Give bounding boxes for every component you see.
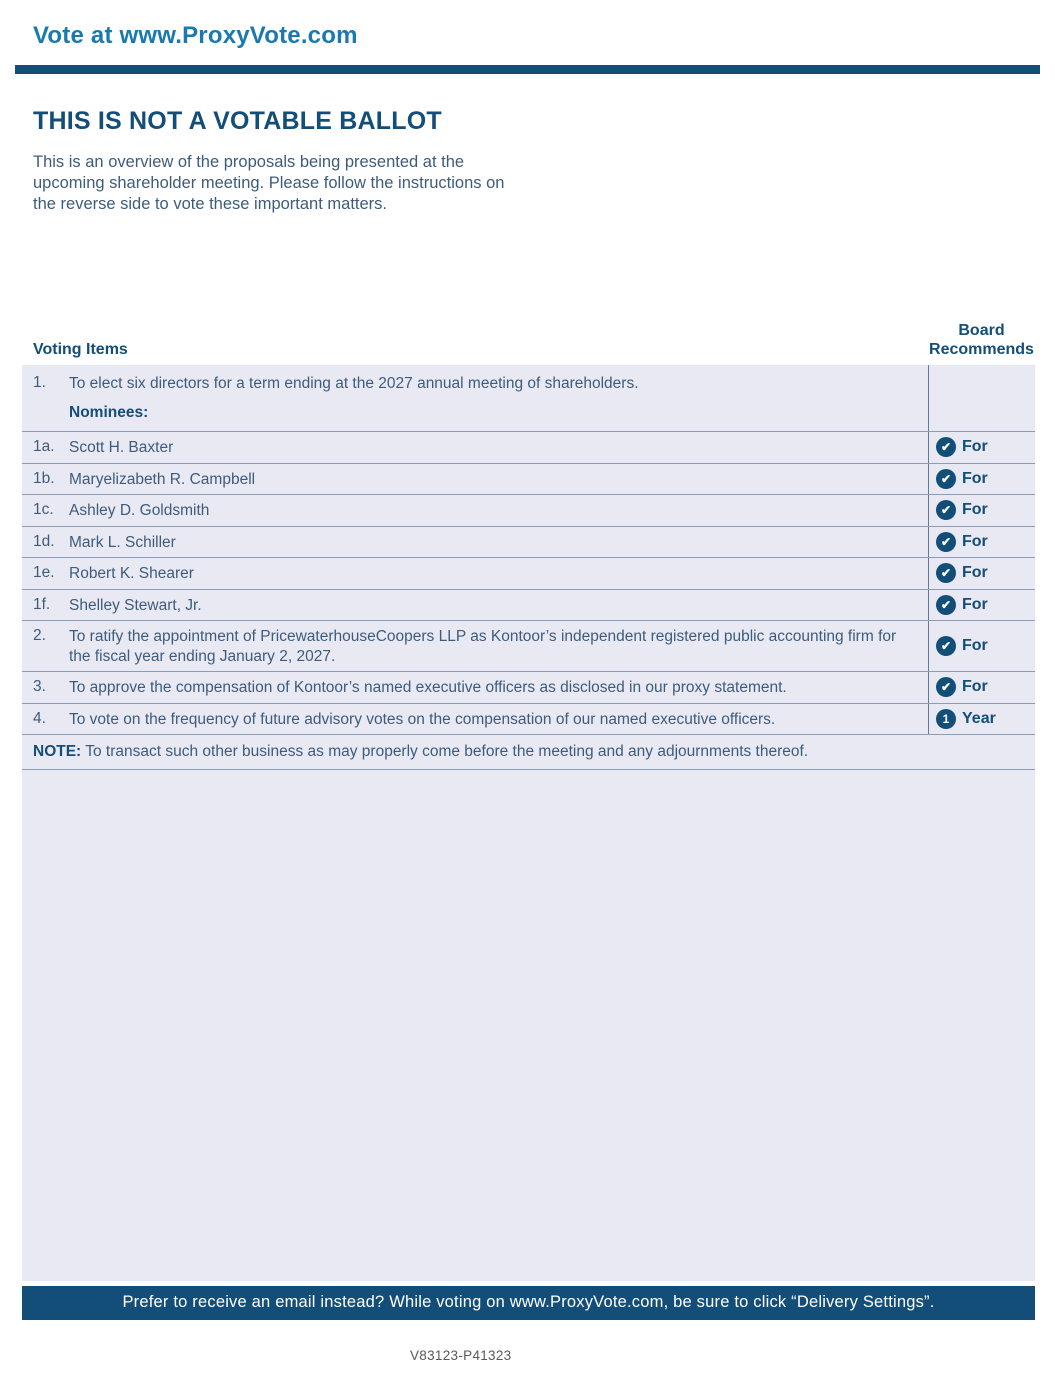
table-row-proposal-1 bbox=[22, 365, 1035, 431]
table-row-nominee-1d bbox=[22, 526, 1035, 558]
nominee-name: Robert K. Shearer bbox=[69, 565, 194, 582]
table-row-note bbox=[22, 734, 1035, 770]
proposal-cell bbox=[22, 621, 928, 671]
recommendation-cell bbox=[928, 590, 1035, 621]
table-row-nominee-1a bbox=[22, 431, 1035, 463]
nominee-cell bbox=[22, 527, 928, 558]
nominee-cell bbox=[22, 590, 928, 621]
recommendation-cell bbox=[928, 704, 1035, 735]
note-cell bbox=[22, 735, 1035, 769]
recommendation-cell bbox=[928, 527, 1035, 558]
check-circle-icon: ✔ bbox=[936, 636, 956, 656]
recommendation-cell bbox=[928, 558, 1035, 589]
check-circle-icon: ✔ bbox=[936, 500, 956, 520]
check-circle-icon: ✔ bbox=[936, 469, 956, 489]
proposal-1-text: To elect six directors for a term ending at the 2027 annual meeting of shareholders. bbox=[69, 375, 639, 392]
recommendation-cell bbox=[928, 621, 1035, 671]
proposal-cell bbox=[22, 704, 928, 735]
proposal-2-text: To ratify the appointment of PricewaterhouseCoopers LLP as Kontoor’s independent registered public accounting firm for the fiscal year ending January 2, 2027. bbox=[69, 628, 897, 665]
nominee-cell bbox=[22, 432, 928, 463]
recommendation-label: For bbox=[962, 595, 988, 613]
intro-paragraph: This is an overview of the proposals being presented at the upcoming shareholder meeting. Please follow the instructions on the reverse side to vote these important matters. bbox=[33, 153, 505, 213]
note-label: NOTE: bbox=[33, 743, 82, 760]
check-circle-icon: ✔ bbox=[936, 595, 956, 615]
row-number: 1d. bbox=[33, 532, 55, 550]
nominee-name: Mark L. Schiller bbox=[69, 533, 176, 551]
check-circle-icon: ✔ bbox=[936, 563, 956, 583]
table-row-nominee-1f bbox=[22, 589, 1035, 621]
row-number: 1f. bbox=[33, 595, 51, 613]
recommendation-label: For bbox=[962, 438, 988, 456]
proxyvote-link[interactable]: Vote at www.ProxyVote.com bbox=[33, 22, 358, 49]
proposal-4-text: To vote on the frequency of future advisory votes on the compensation of our named executive officers. bbox=[69, 710, 776, 728]
proposal-text bbox=[69, 374, 920, 422]
recommendation-label: Year bbox=[962, 709, 996, 727]
row-number: 4. bbox=[33, 709, 46, 727]
document-code: V83123-P41323 bbox=[410, 1348, 512, 1363]
check-circle-icon: ✔ bbox=[936, 437, 956, 457]
table-row-proposal-3 bbox=[22, 671, 1035, 703]
check-circle-icon: ✔ bbox=[936, 677, 956, 697]
note-text-wrap bbox=[33, 742, 1027, 762]
voting-items-table bbox=[22, 321, 1035, 1281]
recommendation-cell bbox=[928, 432, 1035, 463]
row-number: 1a. bbox=[33, 438, 55, 455]
nominees-label: Nominees: bbox=[69, 403, 149, 421]
proposal-1-cell bbox=[22, 365, 928, 431]
board-recommends-line2: Recommends bbox=[929, 341, 1034, 358]
board-recommends-header bbox=[928, 321, 1035, 359]
voting-items-header: Voting Items bbox=[33, 341, 128, 358]
row-number: 1. bbox=[33, 374, 46, 391]
table-row-nominee-1e bbox=[22, 557, 1035, 589]
recommendation-label: For bbox=[962, 469, 988, 487]
table-row-nominee-1c bbox=[22, 494, 1035, 526]
delivery-settings-text: Prefer to receive an email instead? While voting on www.ProxyVote.com, be sure to click “Delivery Settings”. bbox=[122, 1293, 935, 1311]
nominee-name: Ashley D. Goldsmith bbox=[69, 502, 210, 519]
row-number: 1c. bbox=[33, 501, 54, 518]
table-header bbox=[22, 321, 1035, 365]
nominee-cell bbox=[22, 495, 928, 526]
row-number: 2. bbox=[33, 627, 46, 644]
recommendation-label: For bbox=[962, 532, 988, 550]
ballot-table-body bbox=[22, 365, 1035, 1281]
table-row-proposal-4 bbox=[22, 703, 1035, 735]
table-row-proposal-2 bbox=[22, 620, 1035, 671]
table-row-nominee-1b bbox=[22, 463, 1035, 495]
recommendation-cell bbox=[928, 672, 1035, 703]
page-title: THIS IS NOT A VOTABLE BALLOT bbox=[33, 107, 442, 135]
recommendation-label: For bbox=[962, 637, 988, 654]
delivery-settings-banner bbox=[22, 1286, 1035, 1320]
header-divider-bar bbox=[15, 65, 1040, 74]
nominee-cell bbox=[22, 558, 928, 589]
proposal-cell bbox=[22, 672, 928, 703]
recommendation-label: For bbox=[962, 501, 988, 519]
row-number: 1b. bbox=[33, 469, 55, 487]
recommendation-label: For bbox=[962, 564, 988, 582]
recommendation-label: For bbox=[962, 678, 988, 696]
board-recommends-line1: Board bbox=[958, 322, 1005, 339]
recommendation-cell-empty bbox=[928, 365, 1035, 431]
nominee-name: Maryelizabeth R. Campbell bbox=[69, 470, 256, 488]
recommendation-cell bbox=[928, 464, 1035, 495]
empty-table-area bbox=[22, 770, 1035, 1281]
number-1-circle-icon: 1 bbox=[936, 709, 956, 729]
row-number: 1e. bbox=[33, 564, 55, 581]
nominee-name: Shelley Stewart, Jr. bbox=[69, 596, 202, 614]
proposal-3-text: To approve the compensation of Kontoor’s named executive officers as disclosed in our proxy statement. bbox=[69, 679, 787, 696]
nominee-name: Scott H. Baxter bbox=[69, 439, 174, 456]
note-text: To transact such other business as may properly come before the meeting and any adjournments thereof. bbox=[81, 743, 809, 760]
nominee-cell bbox=[22, 464, 928, 495]
recommendation-cell bbox=[928, 495, 1035, 526]
check-circle-icon: ✔ bbox=[936, 532, 956, 552]
row-number: 3. bbox=[33, 678, 46, 695]
